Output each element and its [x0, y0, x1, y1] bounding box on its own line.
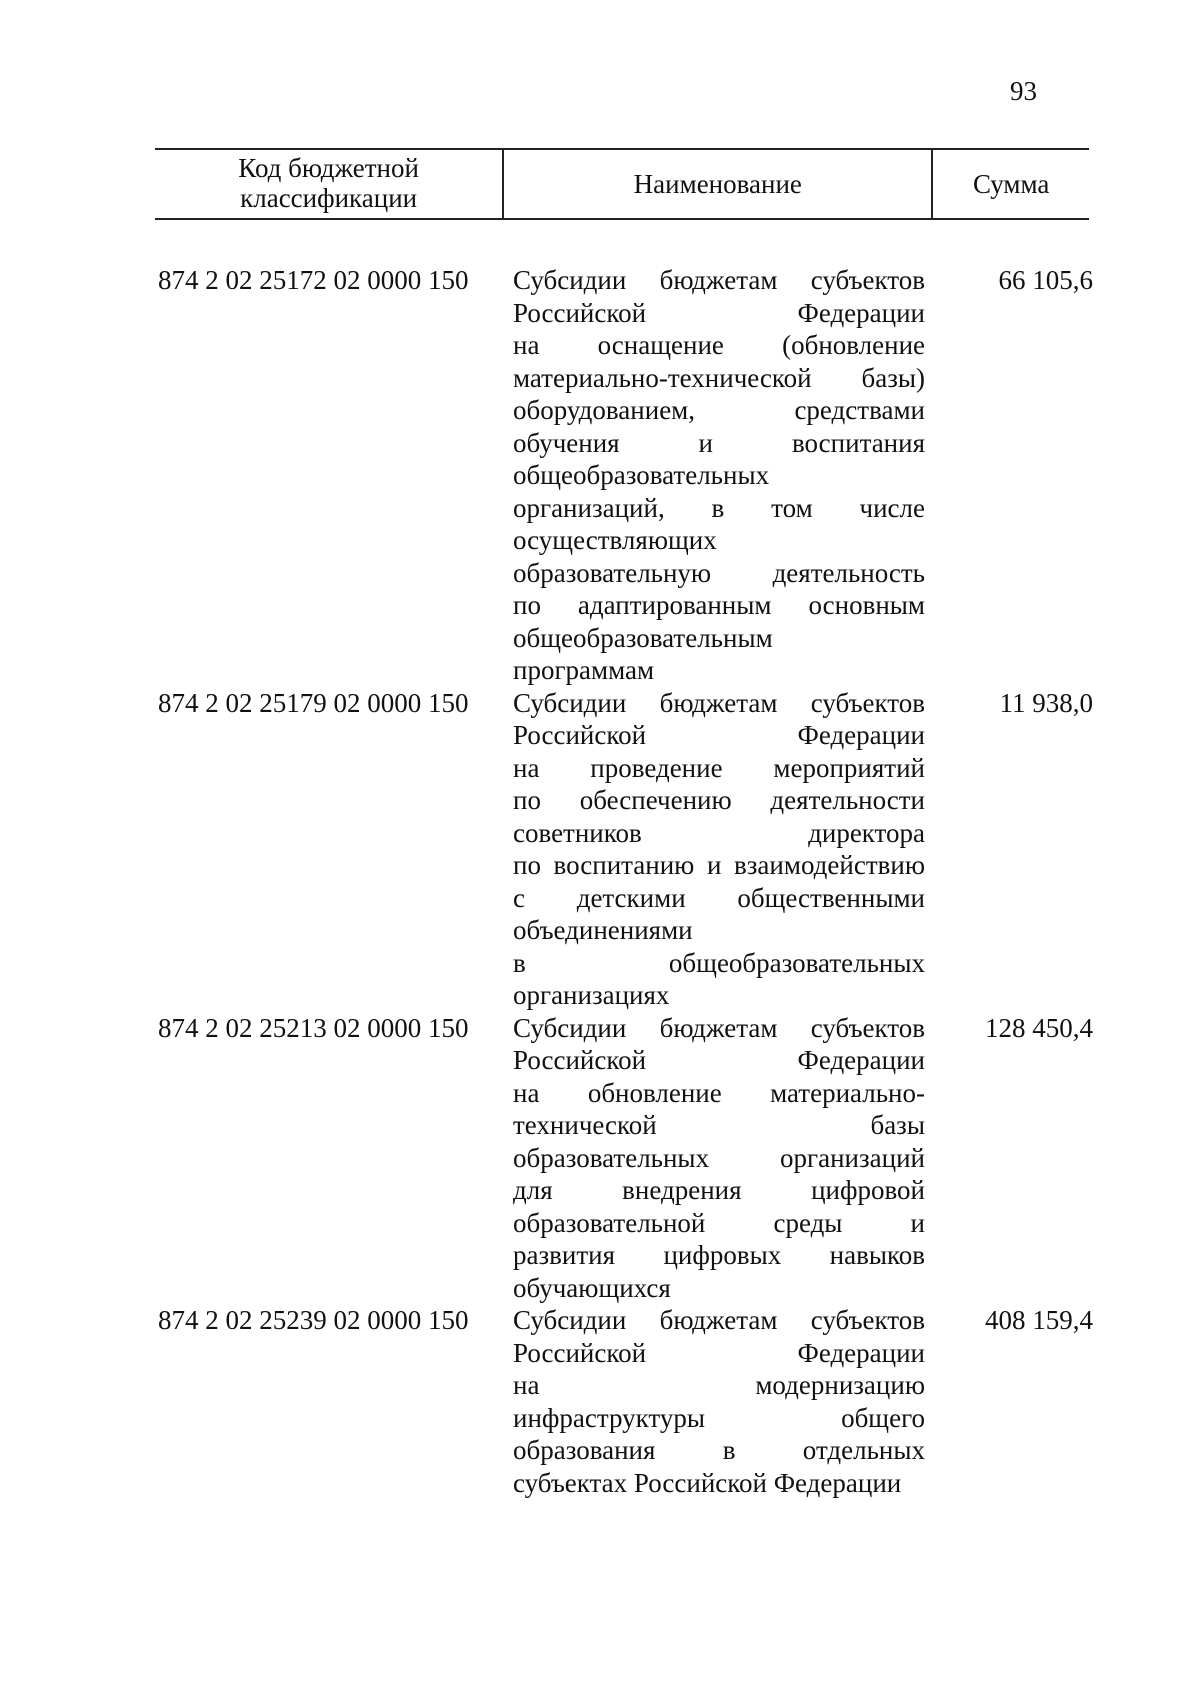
item-name-line: материально-технической базы) — [513, 362, 925, 393]
item-name-line: обучения и воспитания — [513, 427, 925, 458]
item-name-line: организациях — [513, 980, 670, 1010]
item-name-line: Субсидии бюджетам субъектов — [513, 1012, 925, 1043]
item-name-line: по адаптированным основным — [513, 590, 925, 620]
header-code-label-line2: классификации — [240, 183, 418, 213]
item-name-line: Российской Федерации — [513, 297, 925, 328]
item-name-line: Российской Федерации — [513, 1045, 925, 1075]
table-header — [155, 148, 1089, 220]
item-name-line: по воспитанию и взаимодействию — [513, 850, 925, 880]
item-sum: 128 450,4 — [985, 1012, 1093, 1043]
item-name-line: на оснащение (обновление — [513, 330, 925, 360]
item-name-line: Российской Федерации — [513, 1337, 925, 1368]
item-name-line: Субсидии бюджетам субъектов — [513, 687, 925, 718]
budget-code: 874 2 02 25172 02 0000 150 — [158, 265, 469, 295]
item-name-line: образования в отдельных — [513, 1435, 925, 1465]
item-name — [513, 264, 925, 687]
table-row — [155, 687, 1095, 1012]
item-sum: 66 105,6 — [998, 265, 1093, 295]
table-row — [155, 1304, 1095, 1499]
item-name-line: обучающихся — [513, 1272, 671, 1303]
page-number: 93 — [1010, 76, 1037, 106]
item-name — [513, 1012, 925, 1305]
header-name-cell: Наименование — [502, 150, 931, 218]
item-name-line: общеобразовательных — [513, 460, 770, 490]
item-name-line: инфраструктуры общего — [513, 1402, 925, 1433]
header-sum-cell: Сумма — [931, 150, 1089, 218]
item-name-line: на проведение мероприятий — [513, 752, 925, 783]
item-name-line: организаций, в том числе — [513, 492, 925, 523]
item-name-line: на модернизацию — [513, 1370, 925, 1400]
item-name-line: оборудованием, средствами — [513, 395, 925, 425]
budget-code: 874 2 02 25179 02 0000 150 — [158, 687, 469, 718]
item-name-line: Субсидии бюджетам субъектов — [513, 1305, 925, 1335]
item-name-line: советников директора — [513, 817, 925, 848]
table-body — [155, 264, 1095, 1499]
item-name-line: с детскими общественными — [513, 882, 925, 913]
item-name — [513, 687, 925, 1012]
item-sum: 11 938,0 — [999, 687, 1093, 718]
item-name-line: образовательной среды и — [513, 1207, 925, 1238]
item-name-line: по обеспечению деятельности — [513, 785, 925, 815]
table-row — [155, 1012, 1095, 1305]
item-sum: 408 159,4 — [985, 1305, 1093, 1335]
budget-code: 874 2 02 25213 02 0000 150 — [158, 1012, 469, 1043]
item-name-line: образовательную деятельность — [513, 557, 925, 588]
item-name-line: для внедрения цифровой — [513, 1175, 925, 1205]
header-code-label-line1: Код бюджетной — [238, 153, 419, 183]
item-name-line: субъектах Российской Федерации — [513, 1467, 902, 1498]
table-row — [155, 264, 1095, 687]
item-name-line: на обновление материально- — [513, 1077, 925, 1108]
item-name-line: общеобразовательным — [513, 622, 773, 653]
item-name — [513, 1304, 925, 1499]
budget-code: 874 2 02 25239 02 0000 150 — [158, 1305, 469, 1335]
item-name-line: технической базы — [513, 1110, 925, 1140]
item-name-line: объединениями — [513, 915, 693, 945]
item-name-line: Российской Федерации — [513, 720, 925, 750]
item-name-line: образовательных организаций — [513, 1142, 925, 1173]
item-name-line: в общеобразовательных — [513, 947, 925, 978]
item-name-line: осуществляющих — [513, 525, 717, 555]
header-code-cell — [155, 150, 502, 218]
item-name-line: Субсидии бюджетам субъектов — [513, 265, 925, 295]
item-name-line: программам — [513, 655, 655, 685]
item-name-line: развития цифровых навыков — [513, 1240, 925, 1270]
